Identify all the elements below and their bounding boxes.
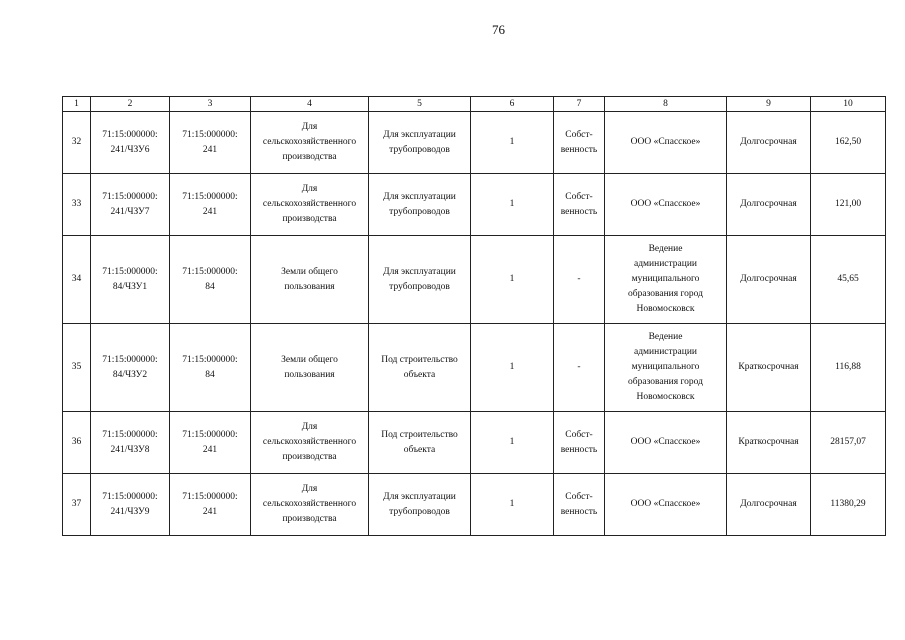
- land-category-cell-line: Для: [301, 122, 318, 132]
- usage-purpose-cell-line: Для эксплуатации: [383, 191, 456, 202]
- ownership-form-cell-line: Собст-: [565, 429, 593, 440]
- land-category-cell-line: пользования: [284, 281, 335, 292]
- ownership-form-cell-line: -: [577, 362, 581, 372]
- usage-purpose-cell-line: Для эксплуатации: [383, 491, 456, 502]
- cadastral-part-number-cell-line: 71:15:000000:: [102, 129, 158, 140]
- cadastral-number-cell: [170, 412, 251, 474]
- column-header-10: 10: [811, 97, 886, 112]
- column-header-1: 1: [63, 97, 91, 112]
- column-header-5: 5: [369, 97, 471, 112]
- cadastral-number-cell: [170, 174, 251, 236]
- ownership-form-cell-line: -: [577, 274, 581, 284]
- land-category-cell: [251, 236, 369, 324]
- owner-cell-line: Новомосковск: [636, 304, 695, 314]
- ownership-form-cell: [554, 412, 605, 474]
- cadastral-number-cell-line: 241: [202, 506, 218, 517]
- owner-cell-line: ООО «Спасское»: [630, 199, 701, 209]
- ownership-form-cell-line: венность: [560, 144, 598, 155]
- land-category-cell-line: производства: [282, 452, 337, 462]
- table-row: [63, 112, 886, 174]
- cadastral-part-number-cell: [91, 174, 170, 236]
- table-row: [63, 474, 886, 536]
- cadastral-number-cell-line: 84: [205, 281, 215, 292]
- cadastral-part-number-cell-line: 84/ЧЗУ2: [112, 369, 148, 380]
- row-number-cell: 37: [63, 474, 91, 536]
- usage-purpose-cell: [369, 174, 471, 236]
- term-cell: Долгосрочная: [727, 474, 811, 536]
- quantity-cell: 1: [471, 174, 554, 236]
- owner-cell: [605, 324, 727, 412]
- land-category-cell-line: сельскохозяйственного: [262, 437, 357, 447]
- ownership-form-cell: [554, 174, 605, 236]
- owner-cell-line: Новомосковск: [636, 392, 695, 402]
- land-category-cell-line: Для: [301, 484, 318, 494]
- land-category-cell-line: производства: [282, 152, 337, 162]
- land-category-cell-line: сельскохозяйственного: [262, 137, 357, 147]
- cadastral-number-cell-line: 71:15:000000:: [182, 429, 238, 440]
- cadastral-part-number-cell-line: 84/ЧЗУ1: [112, 281, 148, 292]
- land-category-cell-line: Для: [301, 184, 318, 194]
- cadastral-part-number-cell-line: 71:15:000000:: [102, 354, 158, 365]
- table-row: [63, 324, 886, 412]
- owner-cell-line: муниципального: [631, 274, 700, 284]
- owner-cell-line: ООО «Спасское»: [630, 137, 701, 147]
- cadastral-part-number-cell: [91, 112, 170, 174]
- table-header-row: [63, 97, 886, 112]
- ownership-form-cell-line: венность: [560, 506, 598, 517]
- usage-purpose-cell: [369, 112, 471, 174]
- owner-cell-line: Ведение: [648, 332, 683, 342]
- usage-purpose-cell-line: объекта: [403, 369, 436, 380]
- land-category-cell-line: сельскохозяйственного: [262, 499, 357, 509]
- land-plots-table: [62, 96, 886, 536]
- cadastral-number-cell: [170, 112, 251, 174]
- cadastral-number-cell-line: 241: [202, 206, 218, 217]
- cadastral-part-number-cell-line: 71:15:000000:: [102, 429, 158, 440]
- owner-cell-line: ООО «Спасское»: [630, 499, 701, 509]
- ownership-form-cell-line: венность: [560, 206, 598, 217]
- quantity-cell: 1: [471, 112, 554, 174]
- ownership-form-cell: [554, 474, 605, 536]
- cadastral-number-cell-line: 71:15:000000:: [182, 191, 238, 202]
- term-cell: Краткосрочная: [727, 412, 811, 474]
- usage-purpose-cell-line: Под строительство: [381, 354, 458, 365]
- table-row: [63, 174, 886, 236]
- term-cell: Краткосрочная: [727, 324, 811, 412]
- row-number-cell: 36: [63, 412, 91, 474]
- cadastral-number-cell-line: 241: [202, 144, 218, 155]
- ownership-form-cell-line: венность: [560, 444, 598, 455]
- cadastral-part-number-cell-line: 71:15:000000:: [102, 266, 158, 277]
- cadastral-part-number-cell-line: 241/ЧЗУ9: [110, 506, 150, 517]
- owner-cell: [605, 112, 727, 174]
- column-header-6: 6: [471, 97, 554, 112]
- owner-cell: [605, 174, 727, 236]
- cadastral-number-cell: [170, 474, 251, 536]
- land-category-cell: [251, 474, 369, 536]
- table-row: [63, 236, 886, 324]
- owner-cell: [605, 236, 727, 324]
- owner-cell-line: муниципального: [631, 362, 700, 372]
- ownership-form-cell-line: Собст-: [565, 491, 593, 502]
- cadastral-number-cell-line: 71:15:000000:: [182, 129, 238, 140]
- usage-purpose-cell: [369, 412, 471, 474]
- usage-purpose-cell-line: трубопроводов: [389, 206, 450, 217]
- column-header-4: 4: [251, 97, 369, 112]
- owner-cell-line: Ведение: [648, 244, 683, 254]
- column-header-8: 8: [605, 97, 727, 112]
- column-header-9: 9: [727, 97, 811, 112]
- cadastral-number-cell: [170, 324, 251, 412]
- ownership-form-cell-line: Собст-: [565, 129, 593, 140]
- owner-cell-line: администрации: [633, 259, 698, 269]
- column-header-7: 7: [554, 97, 605, 112]
- cadastral-part-number-cell-line: 71:15:000000:: [102, 191, 158, 202]
- cadastral-number-cell: [170, 236, 251, 324]
- quantity-cell: 1: [471, 236, 554, 324]
- cadastral-part-number-cell: [91, 236, 170, 324]
- column-header-2: 2: [91, 97, 170, 112]
- usage-purpose-cell-line: Для эксплуатации: [383, 129, 456, 140]
- cadastral-number-cell-line: 241: [202, 444, 218, 455]
- cadastral-number-cell-line: 84: [205, 369, 215, 380]
- land-category-cell-line: производства: [282, 514, 337, 524]
- usage-purpose-cell-line: трубопроводов: [389, 506, 450, 517]
- quantity-cell: 1: [471, 474, 554, 536]
- area-cell: 28157,07: [811, 412, 886, 474]
- cadastral-part-number-cell: [91, 412, 170, 474]
- area-cell: 45,65: [811, 236, 886, 324]
- cadastral-number-cell-line: 71:15:000000:: [182, 491, 238, 502]
- cadastral-part-number-cell-line: 241/ЧЗУ6: [110, 144, 150, 155]
- usage-purpose-cell-line: трубопроводов: [389, 281, 450, 292]
- ownership-form-cell: [554, 324, 605, 412]
- cadastral-part-number-cell: [91, 474, 170, 536]
- land-category-cell: [251, 174, 369, 236]
- owner-cell: [605, 474, 727, 536]
- owner-cell-line: ООО «Спасское»: [630, 437, 701, 447]
- row-number-cell: 32: [63, 112, 91, 174]
- area-cell: 116,88: [811, 324, 886, 412]
- term-cell: Долгосрочная: [727, 236, 811, 324]
- quantity-cell: 1: [471, 324, 554, 412]
- page-number: 76: [492, 22, 505, 37]
- land-category-cell-line: производства: [282, 214, 337, 224]
- cadastral-part-number-cell-line: 241/ЧЗУ7: [110, 206, 150, 217]
- usage-purpose-cell: [369, 474, 471, 536]
- land-category-cell-line: Земли общего: [281, 266, 338, 277]
- table-row: [63, 412, 886, 474]
- land-category-cell: [251, 412, 369, 474]
- cadastral-number-cell-line: 71:15:000000:: [182, 354, 238, 365]
- term-cell: Долгосрочная: [727, 112, 811, 174]
- usage-purpose-cell: [369, 324, 471, 412]
- usage-purpose-cell-line: объекта: [403, 444, 436, 455]
- land-category-cell-line: пользования: [284, 369, 335, 380]
- row-number-cell: 35: [63, 324, 91, 412]
- ownership-form-cell: [554, 236, 605, 324]
- area-cell: 162,50: [811, 112, 886, 174]
- row-number-cell: 33: [63, 174, 91, 236]
- area-cell: 11380,29: [811, 474, 886, 536]
- column-header-3: 3: [170, 97, 251, 112]
- owner-cell-line: администрации: [633, 347, 698, 357]
- cadastral-part-number-cell-line: 71:15:000000:: [102, 491, 158, 502]
- usage-purpose-cell-line: трубопроводов: [389, 144, 450, 155]
- cadastral-part-number-cell-line: 241/ЧЗУ8: [110, 444, 150, 455]
- row-number-cell: 34: [63, 236, 91, 324]
- quantity-cell: 1: [471, 412, 554, 474]
- term-cell: Долгосрочная: [727, 174, 811, 236]
- land-category-cell: [251, 112, 369, 174]
- owner-cell-line: образования город: [628, 377, 703, 387]
- usage-purpose-cell: [369, 236, 471, 324]
- usage-purpose-cell-line: Под строительство: [381, 429, 458, 440]
- usage-purpose-cell-line: Для эксплуатации: [383, 266, 456, 277]
- land-category-cell-line: Для: [301, 422, 318, 432]
- area-cell: 121,00: [811, 174, 886, 236]
- ownership-form-cell-line: Собст-: [565, 191, 593, 202]
- ownership-form-cell: [554, 112, 605, 174]
- cadastral-part-number-cell: [91, 324, 170, 412]
- land-category-cell-line: Земли общего: [281, 354, 338, 365]
- land-category-cell-line: сельскохозяйственного: [262, 199, 357, 209]
- owner-cell: [605, 412, 727, 474]
- cadastral-number-cell-line: 71:15:000000:: [182, 266, 238, 277]
- owner-cell-line: образования город: [628, 289, 703, 299]
- land-category-cell: [251, 324, 369, 412]
